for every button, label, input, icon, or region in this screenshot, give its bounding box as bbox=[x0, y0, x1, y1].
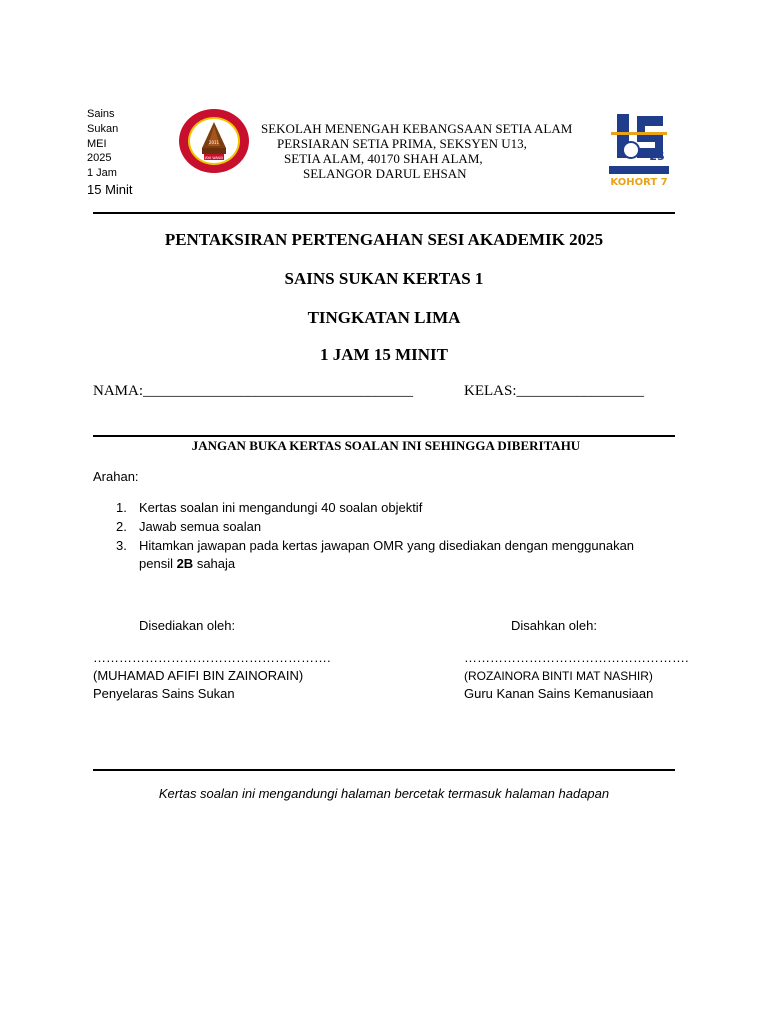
approved-role: Guru Kanan Sains Kemanusiaan bbox=[464, 686, 654, 701]
approved-signature-line: ……………………………………………. bbox=[464, 650, 689, 665]
header-divider bbox=[93, 212, 675, 214]
item-text: Jawab semua soalan bbox=[139, 519, 262, 534]
instructions-list bbox=[116, 499, 676, 574]
page-count-note: Kertas soalan ini mengandungi halaman bercetak termasuk halaman hadapan bbox=[158, 786, 610, 801]
subject-word-1: Sains bbox=[87, 108, 115, 120]
school-address bbox=[261, 121, 572, 181]
class-field[interactable]: KELAS:_________________ bbox=[464, 383, 644, 399]
item-text: Kertas soalan ini mengandungi 40 soalan objektif bbox=[139, 500, 423, 515]
exam-month: MEI bbox=[87, 137, 107, 150]
list-item bbox=[116, 537, 676, 573]
item-text-main: Hitamkan jawapan pada kertas jawapan OMR yang disediakan dengan menggunakan pensil bbox=[139, 538, 635, 571]
approved-name: (ROZAINORA BINTI MAT NASHIR) bbox=[464, 669, 653, 683]
item-number: 1. bbox=[116, 500, 127, 515]
prepared-signature-line: ………………………………………………. bbox=[93, 650, 331, 665]
school-street: PERSIARAN SETIA PRIMA, SEKSYEN U13, bbox=[277, 136, 527, 151]
form-level: TINGKATAN LIMA bbox=[307, 308, 461, 327]
item-number: 3. bbox=[116, 538, 127, 553]
list-item bbox=[116, 518, 676, 536]
item-number: 2. bbox=[116, 519, 127, 534]
paper-title: SAINS SUKAN KERTAS 1 bbox=[284, 269, 484, 288]
duration-title: 1 JAM 15 MINIT bbox=[320, 345, 448, 364]
cohort-logo bbox=[607, 110, 671, 190]
school-crest-logo bbox=[178, 108, 250, 174]
school-state: SELANGOR DARUL EHSAN bbox=[303, 166, 467, 181]
instructions-heading: Arahan: bbox=[93, 469, 139, 484]
cohort-number: 25 bbox=[649, 150, 665, 163]
crest-year: 2011 bbox=[208, 140, 220, 145]
footer-divider bbox=[93, 769, 675, 771]
warning-divider bbox=[93, 435, 675, 437]
item-text-tail: sahaja bbox=[193, 556, 236, 571]
item-text bbox=[139, 537, 669, 573]
exam-year: 2025 bbox=[87, 152, 112, 165]
list-item bbox=[116, 499, 676, 517]
crest-ribbon: JAYA WANGI bbox=[204, 156, 224, 160]
prepared-name: (MUHAMAD AFIFI BIN ZAINORAIN) bbox=[93, 668, 304, 683]
subject-word-2: Sukan bbox=[87, 122, 119, 135]
pencil-grade: 2B bbox=[176, 556, 194, 571]
duration-hours: 1 Jam bbox=[87, 167, 117, 180]
name-field[interactable]: NAMA:____________________________________ bbox=[93, 383, 414, 399]
school-name: SEKOLAH MENENGAH KEBANGSAAN SETIA ALAM bbox=[261, 121, 573, 136]
school-city: SETIA ALAM, 40170 SHAH ALAM, bbox=[284, 151, 483, 166]
exam-info-column bbox=[87, 107, 133, 198]
duration-minutes: 15 Minit bbox=[87, 181, 133, 197]
prepared-role: Penyelaras Sains Sukan bbox=[93, 686, 235, 701]
exam-title: PENTAKSIRAN PERTENGAHAN SESI AKADEMIK 2025 bbox=[164, 230, 604, 249]
warning-text: JANGAN BUKA KERTAS SOALAN INI SEHINGGA DIBERITAHU bbox=[191, 438, 581, 453]
prepared-by-label: Disediakan oleh: bbox=[139, 618, 236, 633]
cohort-caption: KOHORT 7 bbox=[610, 177, 668, 188]
approved-by-label: Disahkan oleh: bbox=[511, 618, 597, 633]
